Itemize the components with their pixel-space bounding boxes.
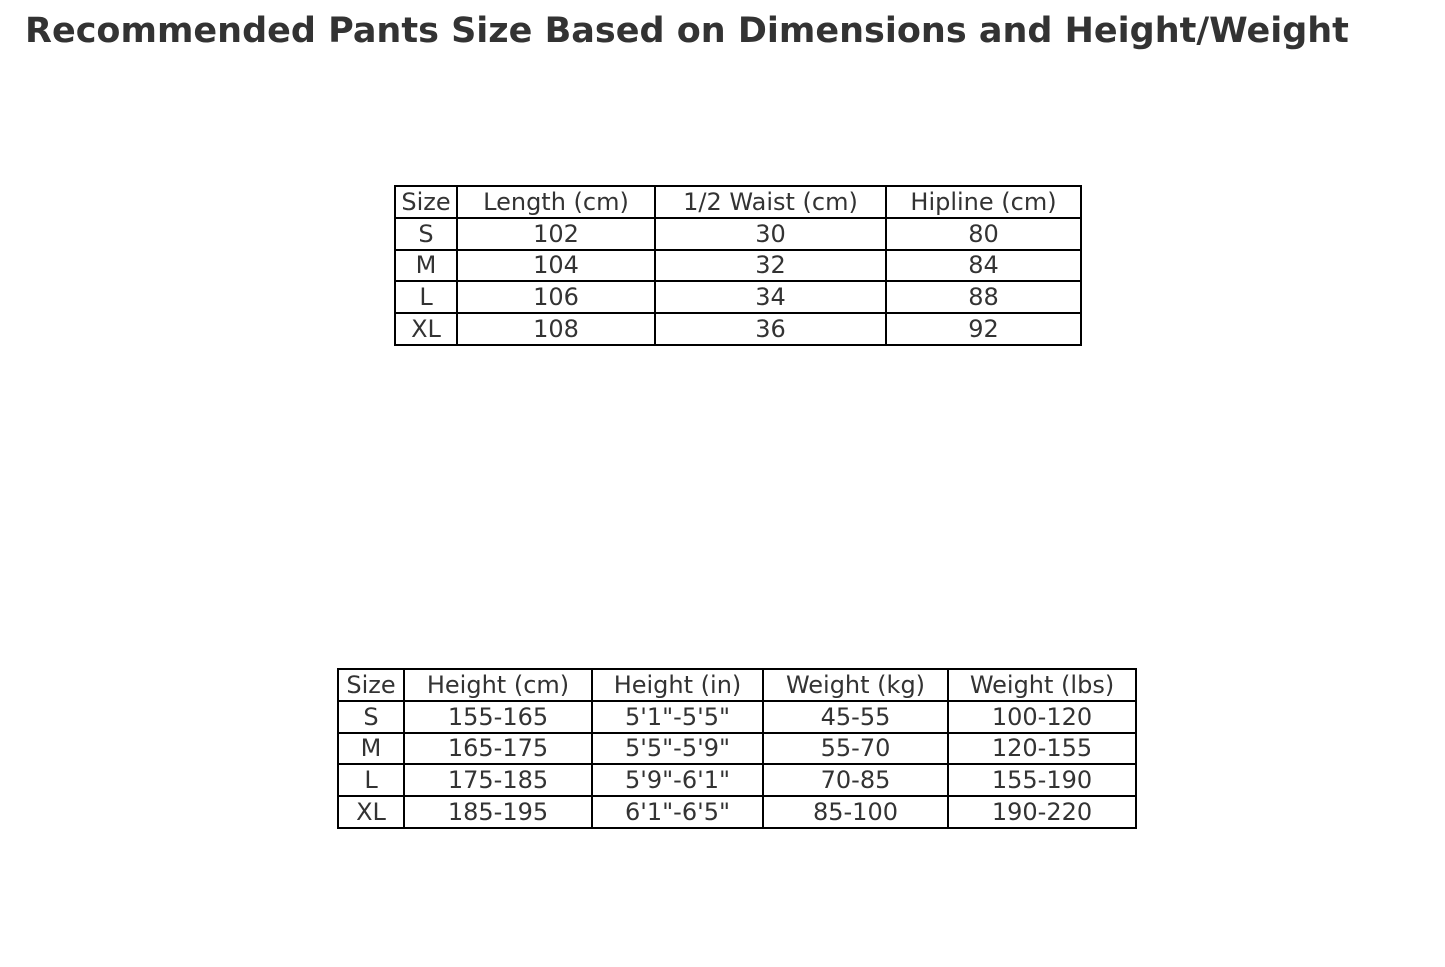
table-cell: S (395, 218, 457, 250)
table-cell: 36 (655, 313, 886, 345)
table-cell: 92 (886, 313, 1081, 345)
table-cell: XL (395, 313, 457, 345)
table-cell: 104 (457, 250, 655, 282)
table-cell: 55-70 (763, 733, 948, 765)
table-cell: L (338, 764, 404, 796)
table-cell: 80 (886, 218, 1081, 250)
column-header: Weight (lbs) (948, 669, 1136, 701)
table-cell: 155-190 (948, 764, 1136, 796)
table-cell: 190-220 (948, 796, 1136, 828)
table-row (395, 281, 1081, 313)
height-weight-table (337, 668, 1137, 829)
column-header: Height (in) (592, 669, 763, 701)
table-cell: 5'9"-6'1" (592, 764, 763, 796)
table-cell: 30 (655, 218, 886, 250)
column-header: Size (338, 669, 404, 701)
header-row (338, 669, 1136, 701)
table-cell: 185-195 (404, 796, 592, 828)
table-row (395, 218, 1081, 250)
table-cell: 34 (655, 281, 886, 313)
column-header: 1/2 Waist (cm) (655, 186, 886, 218)
table-cell: S (338, 701, 404, 733)
column-header: Height (cm) (404, 669, 592, 701)
table-cell: 120-155 (948, 733, 1136, 765)
table-cell: 102 (457, 218, 655, 250)
figure-title: Recommended Pants Size Based on Dimensions and Height/Weight (25, 11, 1349, 51)
table-cell: 100-120 (948, 701, 1136, 733)
table-cell: 6'1"-6'5" (592, 796, 763, 828)
column-header: Length (cm) (457, 186, 655, 218)
header-row (395, 186, 1081, 218)
table-cell: 106 (457, 281, 655, 313)
table-cell: 165-175 (404, 733, 592, 765)
table-cell: XL (338, 796, 404, 828)
table-row (338, 701, 1136, 733)
table-cell: 175-185 (404, 764, 592, 796)
table-cell: 5'5"-5'9" (592, 733, 763, 765)
table-cell: M (395, 250, 457, 282)
table-cell: 45-55 (763, 701, 948, 733)
table-cell: 155-165 (404, 701, 592, 733)
table-row (395, 313, 1081, 345)
table-cell: 88 (886, 281, 1081, 313)
table-cell: 5'1"-5'5" (592, 701, 763, 733)
column-header: Weight (kg) (763, 669, 948, 701)
table-row (338, 764, 1136, 796)
table-cell: 32 (655, 250, 886, 282)
table-row (395, 250, 1081, 282)
pants-dimensions-table (394, 185, 1082, 346)
column-header: Hipline (cm) (886, 186, 1081, 218)
table-cell: 108 (457, 313, 655, 345)
table-cell: M (338, 733, 404, 765)
table-cell: 70-85 (763, 764, 948, 796)
table-cell: 84 (886, 250, 1081, 282)
table-row (338, 733, 1136, 765)
column-header: Size (395, 186, 457, 218)
table-cell: L (395, 281, 457, 313)
table-cell: 85-100 (763, 796, 948, 828)
table-row (338, 796, 1136, 828)
